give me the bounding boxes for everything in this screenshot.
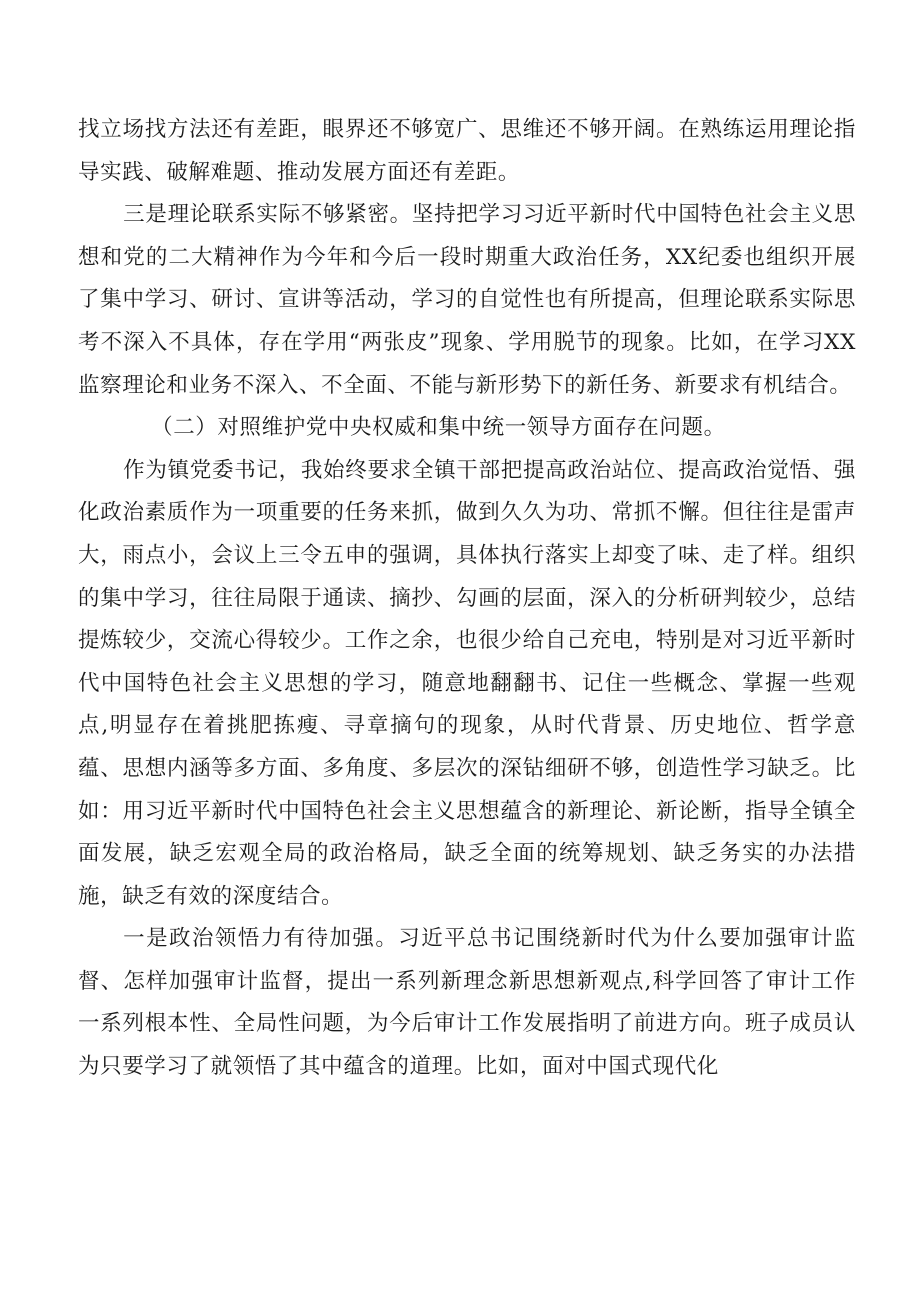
- paragraph-party-secretary: 作为镇党委书记，我始终要求全镇干部把提高政治站位、提高政治觉悟、强化政治素质作为一项重要的任务来抓，做到久久为功、常抓不懈。但往往是雷声大，雨点小，会议上三令五申的强调，具体执行落实上却变了味、走了样。组织的集中学习，往往局限于通读、摘抄、勾画的层面，深入的分析研判较少，总结提炼较少，交流心得较少。工作之余，也很少给自己充电，特别是对习近平新时代中国特色社会主义思想的学习，随意地翻翻书、记住一些概念、掌握一些观点,明显存在着挑肥拣瘦、寻章摘句的现象，从时代背景、历史地位、哲学意蕴、思想内涵等多方面、多角度、多层次的深钻细研不够，创造性学习缺乏。比如：用习近平新时代中国特色社会主义思想蕴含的新理论、新论断，指导全镇全面发展，缺乏宏观全局的政治格局，缺乏全面的统筹规划、缺乏务实的办法措施，缺乏有效的深度结合。: [78, 457, 856, 909]
- section-heading: （二）对照维护党中央权威和集中统一领导方面存在问题。: [151, 415, 726, 441]
- paragraph-political-understanding: 一是政治领悟力有待加强。习近平总书记围绕新时代为什么要加强审计监督、怎样加强审计监督，提出一系列新理念新思想新观点,科学回答了审计工作一系列根本性、全局性问题，为今后审计工作发展指明了前进方向。班子成员认为只要学习了就领悟了其中蕴含的道理。比如，面对中国式现代化: [78, 926, 856, 1080]
- document-body: [78, 109, 856, 1089]
- paragraph-continuation: 找立场找方法还有差距，眼界还不够宽广、思维还不够开阔。在熟练运用理论指导实践、破解难题、推动发展方面还有差距。: [78, 117, 856, 185]
- paragraph-theory-practice: 三是理论联系实际不够紧密。坚持把学习习近平新时代中国特色社会主义思想和党的二大精神作为今年和今后一段时期重大政治任务，XX纪委也组织开展了集中学习、研讨、宣讲等活动，学习的自觉性也有所提高，但理论联系实际思考不深入不具体，存在学用“两张皮”现象、学用脱节的现象。比如，在学习XX监察理论和业务不深入、不全面、不能与新形势下的新任务、新要求有机结合。: [78, 202, 856, 398]
